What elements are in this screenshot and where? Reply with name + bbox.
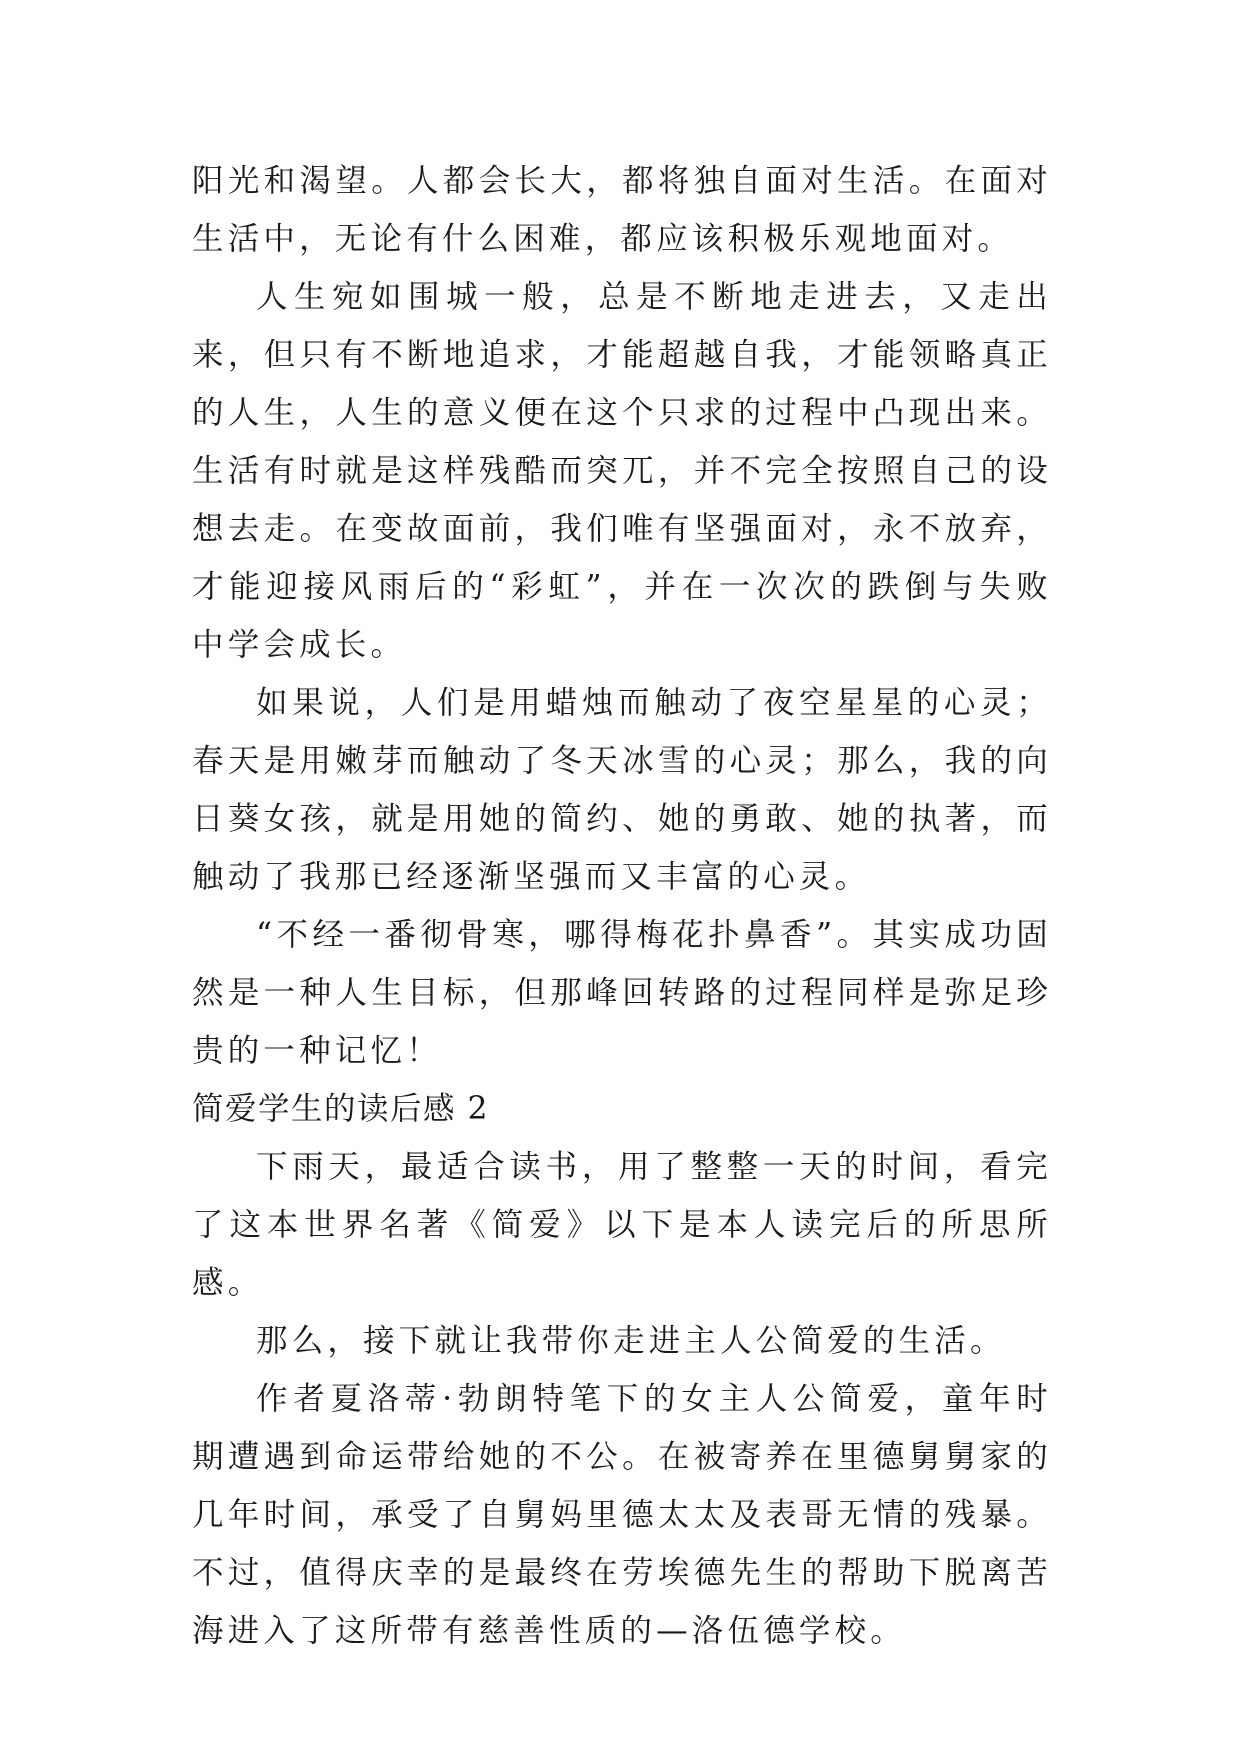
paragraph-continuation: 阳光和渴望。人都会长大，都将独自面对生活。在面对生活中，无论有什么困难，都应该积极乐观地面对。 bbox=[192, 163, 1052, 257]
document-body bbox=[192, 152, 1052, 1660]
paragraph: 那么，接下就让我带你走进主人公简爱的生活。 bbox=[256, 1323, 1006, 1359]
paragraph: 作者夏洛蒂·勃朗特笔下的女主人公简爱，童年时期遭遇到命运带给她的不公。在被寄养在里德舅舅家的几年时间，承受了自舅妈里德太太及表哥无情的残暴。不过，值得庆幸的是最终在劳埃德先生的帮助下脱离苦海进入了这所带有慈善性质的—洛伍德学校。 bbox=[192, 1381, 1052, 1649]
paragraph: 人生宛如围城一般，总是不断地走进去，又走出来，但只有不断地追求，才能超越自我，才能领略真正的人生，人生的意义便在这个只求的过程中凸现出来。生活有时就是这样残酷而突兀，并不完全按照自己的设想去走。在变故面前，我们唯有坚强面对，永不放弃，才能迎接风雨后的“彩虹”，并在一次次的跌倒与失败中学会成长。 bbox=[192, 279, 1052, 663]
paragraph: 下雨天，最适合读书，用了整整一天的时间，看完了这本世界名著《简爱》以下是本人读完后的所思所感。 bbox=[192, 1149, 1052, 1301]
section-heading: 简爱学生的读后感 2 bbox=[192, 1091, 490, 1127]
paragraph: 如果说，人们是用蜡烛而触动了夜空星星的心灵；春天是用嫩芽而触动了冬天冰雪的心灵；那么，我的向日葵女孩，就是用她的简约、她的勇敢、她的执著，而触动了我那已经逐渐坚强而又丰富的心灵。 bbox=[192, 685, 1052, 895]
paragraph: “不经一番彻骨寒，哪得梅花扑鼻香”。其实成功固然是一种人生目标，但那峰回转路的过程同样是弥足珍贵的一种记忆！ bbox=[192, 917, 1052, 1069]
